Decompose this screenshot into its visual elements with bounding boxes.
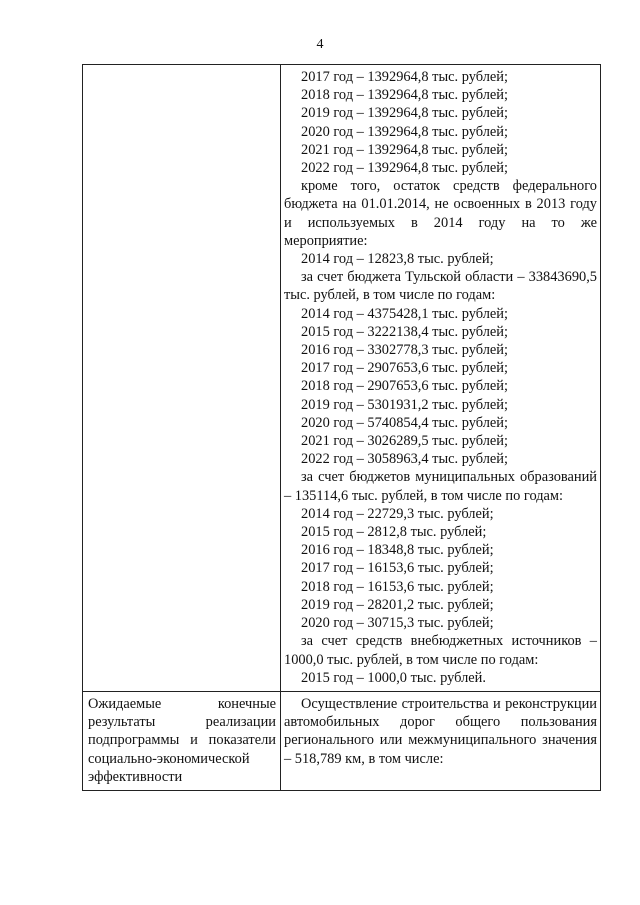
federal-years-list xyxy=(284,68,597,177)
extrabudget-year-line: 2015 год – 1000,0 тыс. рублей. xyxy=(301,669,486,686)
municipal-year-line: 2015 год – 2812,8 тыс. рублей; xyxy=(301,524,487,541)
regional-year-line: 2017 год – 2907653,6 тыс. рублей; xyxy=(301,360,508,377)
federal-year-line: 2019 год – 1392964,8 тыс. рублей; xyxy=(301,105,508,122)
federal-year-line: 2021 год – 1392964,8 тыс. рублей; xyxy=(301,141,508,158)
federal-remainder-year: 2014 год – 12823,8 тыс. рублей; xyxy=(301,251,494,268)
regional-year-line: 2019 год – 5301931,2 тыс. рублей; xyxy=(301,396,508,413)
federal-year-line: 2022 год – 1392964,8 тыс. рублей; xyxy=(301,160,508,177)
federal-year-line: 2020 год – 1392964,8 тыс. рублей; xyxy=(301,123,508,140)
results-label: Ожидаемые конечные результаты реализации подпрограммы и показатели социально-экономической эффективности xyxy=(88,695,276,785)
regional-year-line: 2022 год – 3058963,4 тыс. рублей; xyxy=(301,451,508,468)
regional-years-list xyxy=(284,305,597,469)
municipal-year-line: 2014 год – 22729,3 тыс. рублей; xyxy=(301,505,494,522)
federal-year-line: 2018 год – 1392964,8 тыс. рублей; xyxy=(301,87,508,104)
regional-year-line: 2018 год – 2907653,6 тыс. рублей; xyxy=(301,378,508,395)
regional-intro: за счет бюджета Тульской области – 33843690,5 тыс. рублей, в том числе по годам: xyxy=(284,269,597,304)
municipal-intro: за счет бюджетов муниципальных образований – 135114,6 тыс. рублей, в том числе по годам: xyxy=(284,469,597,504)
municipal-years-list xyxy=(284,505,597,632)
municipal-year-line: 2017 год – 16153,6 тыс. рублей; xyxy=(301,560,494,577)
results-text: Осуществление строительства и реконструкции автомобильных дорог общего пользования регионального или межмуниципального значения – 518,789 км, в том числе: xyxy=(284,695,597,767)
financing-label-cell xyxy=(83,65,281,692)
results-label-cell xyxy=(83,691,281,790)
page-number: 4 xyxy=(316,37,324,52)
regional-year-line: 2021 год – 3026289,5 тыс. рублей; xyxy=(301,433,508,450)
financing-row xyxy=(83,65,601,692)
regional-year-line: 2020 год – 5740854,4 тыс. рублей; xyxy=(301,414,508,431)
municipal-year-line: 2019 год – 28201,2 тыс. рублей; xyxy=(301,596,494,613)
municipal-year-line: 2018 год – 16153,6 тыс. рублей; xyxy=(301,578,494,595)
results-row xyxy=(83,691,601,790)
financing-value-cell xyxy=(281,65,601,692)
federal-remainder-text: кроме того, остаток средств федерального бюджета на 01.01.2014, не освоенных в 2013 году и используемых в 2014 году на то же мероприятие: xyxy=(284,178,597,249)
municipal-year-line: 2016 год – 18348,8 тыс. рублей; xyxy=(301,542,494,559)
regional-year-line: 2014 год – 4375428,1 тыс. рублей; xyxy=(301,305,508,322)
results-value-cell xyxy=(281,691,601,790)
extrabudget-intro: за счет средств внебюджетных источников – 1000,0 тыс. рублей, в том числе по годам: xyxy=(284,633,597,668)
federal-year-line: 2017 год – 1392964,8 тыс. рублей; xyxy=(301,69,508,85)
regional-year-line: 2015 год – 3222138,4 тыс. рублей; xyxy=(301,323,508,340)
passport-table xyxy=(82,64,601,791)
regional-year-line: 2016 год – 3302778,3 тыс. рублей; xyxy=(301,342,508,359)
municipal-year-line: 2020 год – 30715,3 тыс. рублей; xyxy=(301,615,494,632)
